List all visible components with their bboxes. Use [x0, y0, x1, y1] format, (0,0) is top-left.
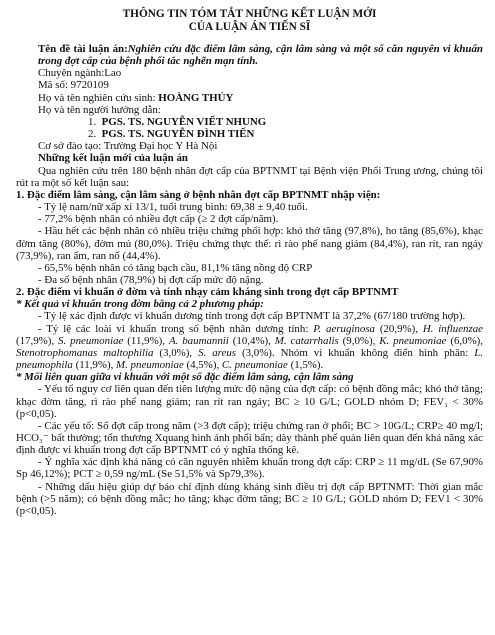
s2a-p2-text-u: (4,5%), — [183, 359, 222, 372]
s2a-p2-text-k: (9,0%), — [338, 334, 380, 347]
advisor-2-name: PGS. TS. NGUYỄN ĐÌNH TIẾN — [101, 128, 255, 141]
advisors-label: Họ và tên người hướng dẫn: — [38, 103, 161, 116]
thesis-title — [16, 43, 483, 67]
s2a-p2-text-o: (3,0%), — [153, 346, 199, 359]
s1-item-5: - Đa số bệnh nhân (78,9%) bị đợt cấp mức độ nặng. — [38, 273, 264, 286]
s2b-paragraph-3: - Ý nghĩa xác định khả năng có căn nguyên nhiễm khuẩn trong đợt cấp: CRP ≥ 11 mg/dL (Se 67,90% Sp 46,12%); PCT ≥ 0,59 ng/mL (Se 51,5% và Sp79,3%). — [16, 456, 483, 481]
s2a-p2-text-a: - Tỷ lệ các loài vi khuẩn trong số bệnh nhân dương tính: — [38, 322, 314, 335]
s2b-paragraph-4: - Những dấu hiệu giúp dự báo chỉ định dùng kháng sinh điều trị đợt cấp BPTNMT: Thời gian mắc bệnh (>5 năm); có bệnh đồng mắc; ho tăng; khạc đờm tăng; BC ≥ 10 G/L; GOLD nhóm D; FEV1 < 30% (p<0,05). — [16, 480, 483, 517]
advisor-1-name: PGS. TS. NGUYỄN VIẾT NHUNG — [101, 115, 267, 128]
s2b-paragraph-2: - Các yếu tố: Số đợt cấp trong năm (>3 đợt cấp); triệu chứng ran ở phổi; BC > 10G/L; CRP≥ 40 mg/l; HCO₃⁻ bất thường; tổn thương Xquang hình ảnh phổi bẩn; dày thành phế quản liên quan đến khả năng xác định được vi khuẩn trong đợt cấp BPTNMT có ý nghĩa thống kê. — [16, 419, 483, 457]
s1-item-3: - Hầu hết các bệnh nhân có nhiều triệu chứng phối hợp: khó thở tăng (97,8%), ho tăng (85,6%), khạc đờm tăng (80%), đờm mủ (80,0%). Triệu chứng thực thể: rì rào phế nang giảm (84,4%), ran rít, ran ngáy (73,9%), ran ẩm, ran nổ (44,4%). — [16, 225, 483, 262]
species-a-baumannii: A. baumannii — [168, 334, 229, 347]
species-c-pneumoniae: C. pneumoniae — [221, 359, 288, 372]
s2a-p2-text-s: (11,9%), — [72, 359, 117, 372]
advisor-2-num: 2. — [88, 128, 97, 141]
species-m-catarrhalis: M. catarrhalis — [274, 334, 339, 347]
species-s-pneumoniae: S. pneumoniae — [58, 334, 124, 347]
species-p-aeruginosa: P. aeruginosa — [313, 322, 376, 335]
student-label: Họ và tên nghiên cứu sinh: — [38, 91, 156, 104]
thesis-title-label: Tên đề tài luận án: — [38, 43, 128, 55]
advisor-2 — [16, 128, 483, 140]
thesis-title-text: Nghiên cứu đặc điểm lâm sàng, cận lâm sàng và một số căn nguyên vi khuẩn trong đợt cấp của bệnh phổi tắc nghẽn mạn tính. — [38, 43, 483, 68]
s2b-paragraph-1: - Yếu tố nguy cơ liên quan đến tiên lượng mức độ nặng của đợt cấp: có bệnh đồng mắc; khó thở tăng; khạc đờm tăng, rì rào phế nang giảm; ran rít ran ngáy; BC ≥ 10 G/L; GOLD nhóm D; FEV₁ < 30% (p<0,05). — [16, 383, 483, 420]
section-2-title: 2. Đặc điểm vi khuẩn ở đờm và tính nhạy cảm kháng sinh trong đợt cấp BPTNMT — [16, 286, 399, 299]
s2a-p2-text-q: (3,0%). Nhóm vi khuẩn không điển hình phân: — [236, 346, 475, 359]
s1-item-2: - 77,2% bệnh nhân có nhiều đợt cấp (≥ 2 đợt cấp/năm). — [38, 213, 279, 226]
section-1-title: 1. Đặc điểm lâm sàng, cận lâm sàng ở bệnh nhân đợt cấp BPTNMT nhập viện: — [16, 188, 381, 201]
s2a-p2-text-g: (11,9%), — [123, 334, 169, 347]
document-title — [16, 8, 483, 34]
title-line-2: CỦA LUẬN ÁN TIẾN SĨ — [188, 21, 311, 33]
species-s-areus: S. areus — [198, 346, 237, 359]
s2a-p2-text-m: (6,0%), — [446, 334, 483, 347]
s1-item-4: - 65,5% bệnh nhân có tăng bạch cầu, 81,1% tăng nồng độ CRP — [38, 261, 313, 274]
species-h-influenzae: H. influenzae — [422, 322, 484, 335]
student-name: HOÀNG THỦY — [158, 91, 234, 104]
species-k-pneumoniae: K. pneumoniae — [379, 334, 447, 347]
s2a-p2-text-c: (20,9%), — [375, 322, 423, 335]
s2a-p2-text-e: (17,9%), — [16, 334, 59, 347]
student — [16, 92, 483, 104]
s2a-p2-text-i: (10,4%), — [228, 334, 275, 347]
advisor-1 — [16, 116, 483, 128]
s2a-paragraph-1: - Tỷ lệ xác định được vi khuẩn dương tính trong đợt cấp BPTNMT là 37,2% (67/180 trường hợp). — [38, 310, 466, 323]
conclusions-intro: Qua nghiên cứu trên 180 bệnh nhân đợt cấp của BPTNMT tại Bệnh viện Phổi Trung ương, chúng tôi rút ra một số kết luận sau: — [16, 164, 483, 189]
advisor-1-num: 1. — [88, 115, 97, 128]
title-line-1: THÔNG TIN TÓM TẮT NHỮNG KẾT LUẬN MỚI — [122, 8, 377, 20]
species-s-maltophilia: Stenotrophomanas maltophilia — [16, 346, 154, 359]
s2b-heading: * Mối liên quan giữa vi khuẩn với một số đặc điểm lâm sàng, cận lâm sàng — [16, 371, 354, 384]
conclusions-heading: Những kết luận mới của luận án — [38, 152, 188, 165]
specialty: Chuyên ngành:Lao — [38, 67, 122, 80]
institution: Cơ sở đào tạo: Trường Đại học Y Hà Nội — [38, 140, 218, 153]
s2a-paragraph-2 — [16, 323, 483, 372]
species-m-pneumoniae: M. pneumoniae — [116, 359, 184, 372]
s2a-heading: * Kết quả vi khuẩn trong đờm bằng cả 2 phương pháp: — [16, 298, 264, 311]
s2a-p2-text-w: (1,5%). — [287, 359, 324, 372]
s1-item-1: - Tỷ lệ nam/nữ xấp xỉ 13/1, tuổi trung bình: 69,38 ± 9,40 tuổi. — [38, 201, 308, 214]
code: Mã số: 9720109 — [38, 79, 109, 92]
species-l-pneumophila: L. pneumophila — [16, 346, 484, 372]
